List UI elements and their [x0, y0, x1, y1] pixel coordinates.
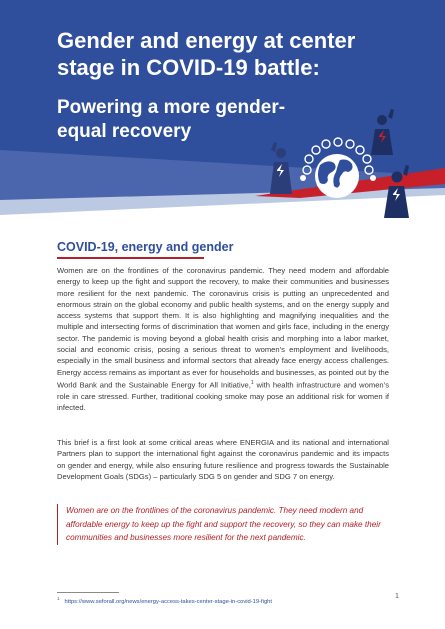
cover-banner — [0, 0, 445, 232]
footnote-link[interactable]: https://www.seforall.org/news/energy-access-takes-center-stage-in-covid-19-fight — [64, 598, 273, 605]
page-subtitle: Powering a more gender-equal recovery — [57, 97, 286, 142]
heading-underline — [57, 257, 204, 259]
footnote-number: 1 — [57, 596, 60, 601]
page-title: Gender and energy at center stage in COVID-19 battle: — [57, 28, 356, 80]
body-paragraph-1 — [57, 265, 389, 413]
section-heading: COVID-19, energy and gender — [57, 240, 234, 254]
footnote-divider — [57, 592, 119, 593]
body-paragraph-2: This brief is a first look at some critical areas where ENERGIA and its national and international Partners plan to support the international fight against the coronavirus pandemic and its impacts on gender and energy, while also ensuring future resilience and progress towards the Sustainable Development Goals (SDGs) – particularly SDG 5 on gender and SDG 7 on energy. — [57, 438, 389, 481]
footnote-reference[interactable]: 1 — [250, 379, 254, 386]
page-number: 1 — [395, 593, 399, 600]
pull-quote: Women are on the frontlines of the coronavirus pandemic. They need modern and affordable energy to keep up the fight and support the recovery, so they can make their communities and businesses more resilient for the next pandemic. — [57, 504, 398, 545]
paragraph-1-text-b: with health infrastructure and women’s role in care stressed. Further, traditional cooking smoke may pose an additional risk for women if infected. — [57, 380, 389, 413]
paragraph-1-text-a: Women are on the frontlines of the coronavirus pandemic. They need modern and affordable energy to keep up the fight and support the recovery, to make their communities and businesses more resilient for the next pandemic. The coronavirus crisis is putting an unprecedented and enormous strain on the global economy and public health systems, and on the energy supply and access systems that support them. It is also highlighting and magnifying inequalities and the multiple and intersecting forms of discrimination that women and girls face, including in the energy sector. The pandemic is moving beyond a global health crisis and morphing into a labor market, social and economic crisis, posing a serious threat to women’s employment and livelihoods, especially in the small business and informal sectors that already face energy access challenges. Energy access remains as important as ever for households and businesses, as pointed out by the World Bank and the Sustainable Energy for All Initiative, — [57, 266, 389, 390]
footnote — [57, 596, 272, 605]
